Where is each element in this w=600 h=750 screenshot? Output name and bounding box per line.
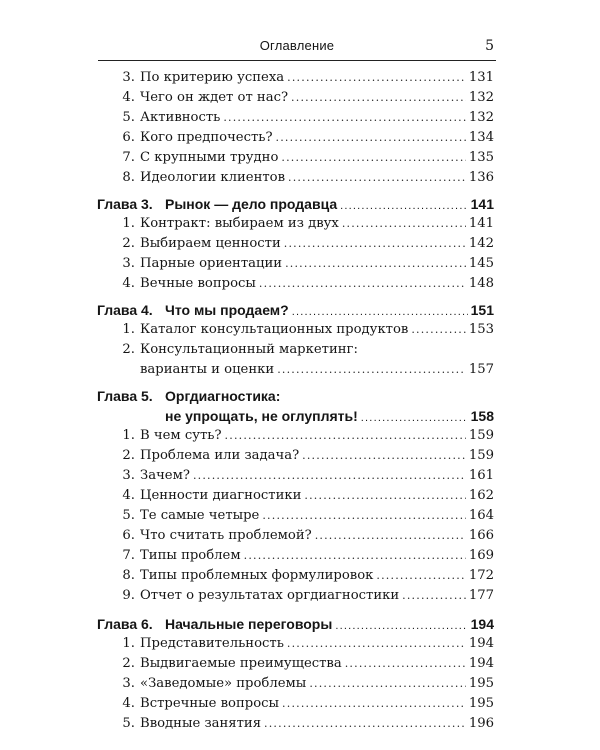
dot-leader [340, 196, 468, 216]
entry-number: 1. [122, 428, 135, 443]
entry-title: Зачем? [140, 468, 190, 483]
entry-page: 132 [468, 90, 494, 105]
chapter-heading-line1 [97, 386, 494, 406]
chapter-label: Глава 3. [97, 196, 153, 212]
entry-page: 177 [468, 588, 494, 603]
entry-number: 2. [122, 448, 135, 463]
entry-title: Представительность [140, 636, 284, 651]
toc-entry [114, 108, 494, 128]
entry-number: 3. [122, 468, 135, 483]
toc-entry [114, 168, 494, 188]
dot-leader [287, 634, 466, 654]
entry-title-line2: варианты и оценки [140, 362, 275, 377]
entry-title-line1: Консультационный маркетинг: [140, 342, 358, 357]
entry-page: 169 [468, 548, 494, 563]
chapter-title-line1: Оргдиагностика: [165, 388, 281, 404]
entry-page: 153 [468, 322, 494, 337]
entry-page: 162 [468, 488, 494, 503]
entry-title: Отчет о результатах оргдиагностики [140, 588, 400, 603]
entry-page: 159 [468, 428, 494, 443]
entry-page: 161 [468, 468, 494, 483]
entry-page: 164 [468, 508, 494, 523]
chapter-page: 158 [470, 408, 494, 424]
toc-entry [114, 486, 494, 506]
entry-title: Проблема или задача? [140, 448, 300, 463]
chapter-heading [97, 194, 494, 214]
dot-leader [292, 302, 468, 322]
entry-title: Те самые четыре [140, 508, 260, 523]
toc-entry [114, 674, 494, 694]
entry-page: 142 [468, 236, 494, 251]
chapter-page: 151 [470, 302, 494, 318]
toc-entry [114, 128, 494, 148]
dot-leader [315, 526, 466, 546]
entry-title: Что считать проблемой? [140, 528, 312, 543]
toc-entry [114, 214, 494, 234]
toc-entry [114, 526, 494, 546]
dot-leader [288, 168, 466, 188]
dot-leader [291, 88, 466, 108]
chapter-page: 194 [470, 616, 494, 632]
dot-leader [309, 674, 466, 694]
entry-number: 9. [122, 588, 135, 603]
entry-title: Парные ориентации [140, 256, 283, 271]
entry-title: Вводные занятия [140, 716, 262, 731]
entry-page: 132 [468, 110, 494, 125]
toc-entry [114, 466, 494, 486]
dot-leader [287, 68, 466, 88]
dot-leader [223, 108, 465, 128]
toc-entry-line1 [114, 340, 494, 360]
entry-page: 136 [468, 170, 494, 185]
toc-entry [114, 506, 494, 526]
entry-number: 7. [122, 548, 135, 563]
entry-title: Типы проблем [140, 548, 241, 563]
dot-leader [277, 360, 466, 380]
dot-leader [276, 128, 466, 148]
entry-number: 5. [122, 508, 135, 523]
header-page-number: 5 [485, 38, 494, 54]
entry-number: 4. [122, 90, 135, 105]
entry-number: 8. [122, 170, 135, 185]
chapter-heading [97, 300, 494, 320]
dot-leader [402, 586, 466, 606]
chapter-page: 141 [470, 196, 494, 212]
entry-title: Типы проблемных формулировок [140, 568, 374, 583]
toc-entry [114, 320, 494, 340]
entry-title: Кого предпочесть? [140, 130, 273, 145]
entry-number: 3. [122, 676, 135, 691]
toc-entry [114, 446, 494, 466]
entry-page: 166 [468, 528, 494, 543]
toc-entry [114, 546, 494, 566]
toc-entry [114, 634, 494, 654]
dot-leader [302, 446, 466, 466]
entry-page: 172 [468, 568, 494, 583]
entry-title: Активность [140, 110, 221, 125]
dot-leader [244, 546, 466, 566]
toc-entry [114, 148, 494, 168]
entry-page: 145 [468, 256, 494, 271]
entry-number: 8. [122, 568, 135, 583]
entry-title: В чем суть? [140, 428, 222, 443]
entry-page: 159 [468, 448, 494, 463]
entry-title: Выдвигаемые преимущества [140, 656, 342, 671]
dot-leader [285, 254, 466, 274]
chapter-title: Рынок — дело продавца [165, 196, 338, 212]
toc-entry-line2 [114, 360, 494, 380]
toc-entry [114, 426, 494, 446]
entry-number: 4. [122, 696, 135, 711]
entry-page: 134 [468, 130, 494, 145]
header-title: Оглавление [259, 38, 335, 53]
toc-entry [114, 88, 494, 108]
entry-number: 4. [122, 488, 135, 503]
entry-title: Ценности диагностики [140, 488, 302, 503]
entry-title: Контракт: выбираем из двух [140, 216, 339, 231]
entry-title: «Заведомые» проблемы [140, 676, 307, 691]
entry-number: 7. [122, 150, 135, 165]
entry-title: Выбираем ценности [140, 236, 281, 251]
dot-leader [282, 694, 466, 714]
entry-page: 196 [468, 716, 494, 731]
entry-number: 2. [122, 342, 135, 357]
dot-leader [259, 274, 466, 294]
dot-leader [342, 214, 466, 234]
chapter-title: Начальные переговоры [165, 616, 333, 632]
chapter-title-line2: не упрощать, не оглуплять! [165, 408, 358, 424]
entry-page: 157 [468, 362, 494, 377]
entry-number: 1. [122, 216, 135, 231]
chapter-title: Что мы продаем? [165, 302, 289, 318]
toc-entry [114, 566, 494, 586]
toc-entry [114, 654, 494, 674]
dot-leader [335, 616, 467, 636]
entry-title: Встречные вопросы [140, 696, 280, 711]
entry-number: 2. [122, 236, 135, 251]
entry-page: 148 [468, 276, 494, 291]
entry-page: 195 [468, 696, 494, 711]
chapter-heading-line2 [97, 406, 494, 426]
entry-number: 1. [122, 636, 135, 651]
entry-title: С крупными трудно [140, 150, 279, 165]
entry-title: Вечные вопросы [140, 276, 256, 291]
chapter-label: Глава 4. [97, 302, 153, 318]
chapter-heading [97, 614, 494, 634]
entry-number: 5. [122, 110, 135, 125]
entry-page: 195 [468, 676, 494, 691]
dot-leader [376, 566, 465, 586]
entry-number: 3. [122, 70, 135, 85]
toc-entry [114, 68, 494, 88]
toc-entry [114, 254, 494, 274]
entry-number: 5. [122, 716, 135, 731]
entry-page: 194 [468, 656, 494, 671]
running-header [98, 38, 496, 61]
chapter-label: Глава 5. [97, 388, 153, 404]
toc-entry [114, 234, 494, 254]
entry-page: 135 [468, 150, 494, 165]
dot-leader [281, 148, 465, 168]
entry-page: 141 [468, 216, 494, 231]
dot-leader [262, 506, 465, 526]
entry-title: Каталог консультационных продуктов [140, 322, 409, 337]
dot-leader [264, 714, 466, 734]
entry-number: 6. [122, 528, 135, 543]
entry-title: Идеологии клиентов [140, 170, 286, 185]
toc-entry [114, 586, 494, 606]
toc-entry [114, 274, 494, 294]
entry-page: 194 [468, 636, 494, 651]
entry-number: 2. [122, 656, 135, 671]
dot-leader [304, 486, 465, 506]
dot-leader [193, 466, 466, 486]
entry-number: 6. [122, 130, 135, 145]
dot-leader [411, 320, 465, 340]
dot-leader [345, 654, 466, 674]
entry-number: 4. [122, 276, 135, 291]
dot-leader [284, 234, 466, 254]
entry-title: Чего он ждет от нас? [140, 90, 289, 105]
entry-number: 3. [122, 256, 135, 271]
toc-entry [114, 694, 494, 714]
toc-entry [114, 714, 494, 734]
dot-leader [361, 408, 468, 428]
entry-page: 131 [468, 70, 494, 85]
chapter-label: Глава 6. [97, 616, 153, 632]
entry-number: 1. [122, 322, 135, 337]
entry-title: По критерию успеха [140, 70, 285, 85]
dot-leader [225, 426, 466, 446]
